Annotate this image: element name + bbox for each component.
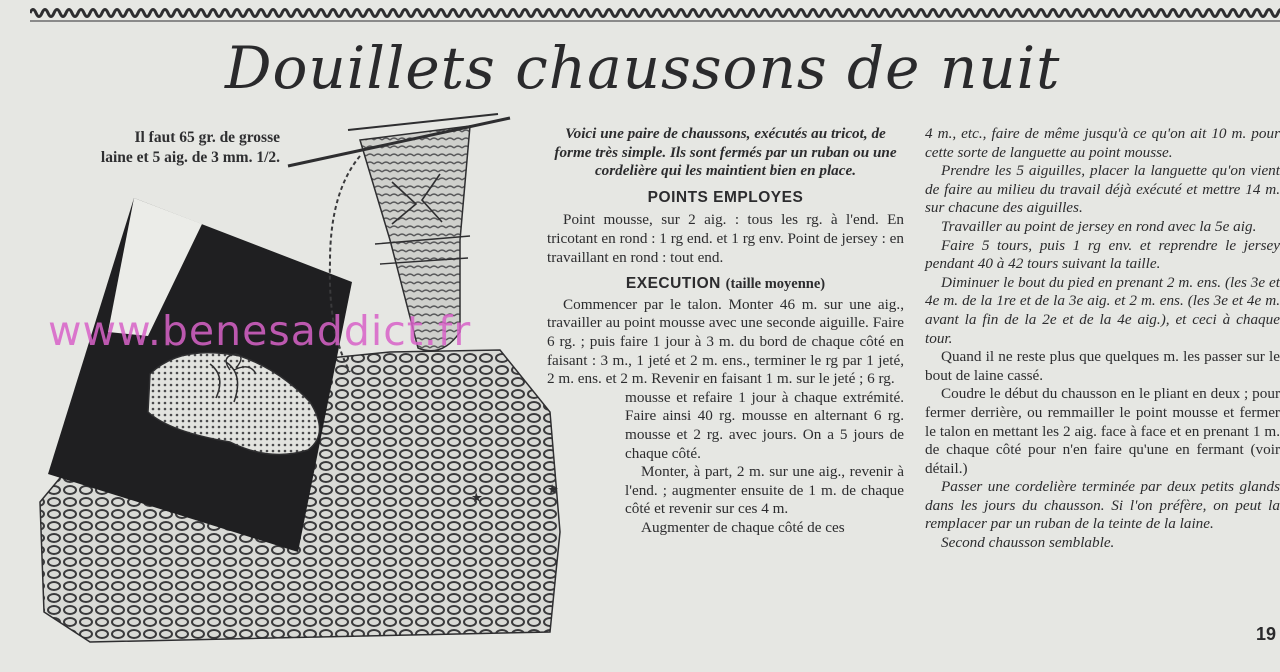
heading-points-employes: POINTS EMPLOYES (647, 188, 804, 206)
materials-line-2: laine et 5 aig. de 3 mm. 1/2. (100, 149, 280, 166)
execution-paragraph-3: Augmenter de chaque côté de ces (641, 518, 845, 536)
execution-paragraph-2: Monter, à part, 2 m. sur une aig., revenir à l'end. ; augmenter ensuite de 1 m. de chaque côté et revenir sur ces 4 m. (625, 463, 904, 518)
intro-paragraph: Voici une paire de chaussons, exécutés au tricot, de forme très simple. Ils sont fermés par un ruban ou une cordelière qui les maintient bien en place. (554, 125, 897, 180)
execution-paragraph-1: Commencer par le talon. Monter 46 m. sur une aig., travailler au point mousse avec une seconde aiguille. Faire 6 rg. ; puis faire 1 jour à 3 m. du bord de chaque côté en faisant : 3 m., 1 jeté et 2 m. ens., terminer le rg par 1 jeté, 2 m. ens. et 2 m. Revenir en faisant 1 m. sur le jeté ; 6 rg. (547, 295, 904, 388)
materials-line-1: Il faut 65 gr. de grosse (134, 129, 280, 146)
right-paragraph-3: Travailler au point de jersey en rond avec la 5e aig. (941, 217, 1257, 235)
right-paragraph-2: Prendre les 5 aiguilles, placer la languette qu'on vient de faire au milieu du travail déjà exécuté et mettre 14 m. sur chacune des aiguilles. (925, 162, 1280, 217)
heading-execution-sub: (taille moyenne) (725, 276, 826, 293)
points-paragraph: Point mousse, sur 2 aig. : tous les rg. à l'end. En tricotant en rond : 1 rg end. et 1 rg env. Point de jersey : en travaillant en rond : tout end. (547, 211, 904, 266)
slipper-illustration (30, 112, 590, 652)
execution-paragraph-1b: mousse et refaire 1 jour à chaque extrémité. Faire ainsi 40 rg. mousse en alternant 6 rg. mousse et 2 rg. avec jours. On a 5 jours de chaque côté. (625, 388, 904, 462)
column-right (925, 125, 1280, 553)
heading-execution (547, 275, 904, 294)
right-paragraph-5: Diminuer le bout du pied en prenant 2 m. ens. (les 3e et 4e m. de la 1re et de la 3e aig. et 2 m. ens. (les 3e et 4e m. avant la fin de la 2e et de la 4e aig.), et ceci à chaque tour. (925, 273, 1280, 347)
decorative-wave-border (30, 4, 1280, 24)
right-paragraph-6: Quand il ne reste plus que quelques m. les passer sur le bout de laine cassé. (925, 348, 1280, 384)
column-middle (547, 125, 904, 537)
right-paragraph-9: Second chausson semblable. (941, 534, 1115, 552)
heading-execution-main: EXECUTION (625, 275, 721, 293)
page-title: Douillets chaussons de nuit (225, 34, 1061, 102)
right-paragraph-4: Faire 5 tours, puis 1 rg env. et reprendre le jersey pendant 40 à 42 tours suivant la taille. (925, 236, 1280, 273)
page-number: 19 (1256, 624, 1277, 644)
right-paragraph-7: Coudre le début du chausson en le pliant en deux ; pour fermer derrière, ou remmailler le point mousse et fermer le talon en mettant les 2 aig. face à face et en prenant 1 m. de chaque côté pour n'en faire qu'une en fermant (voir détail.) (925, 385, 1280, 477)
watermark: www.benesaddict.fr (48, 307, 472, 355)
right-paragraph-1: 4 m., etc., faire de même jusqu'à ce qu'on ait 10 m. pour cette sorte de languette au point mousse. (925, 125, 1280, 161)
right-paragraph-8: Passer une cordelière terminée par deux petits glands dans les jours du chausson. Si l'on préfère, on peut la remplacer par un ruban de la teinte de la laine. (925, 478, 1280, 533)
